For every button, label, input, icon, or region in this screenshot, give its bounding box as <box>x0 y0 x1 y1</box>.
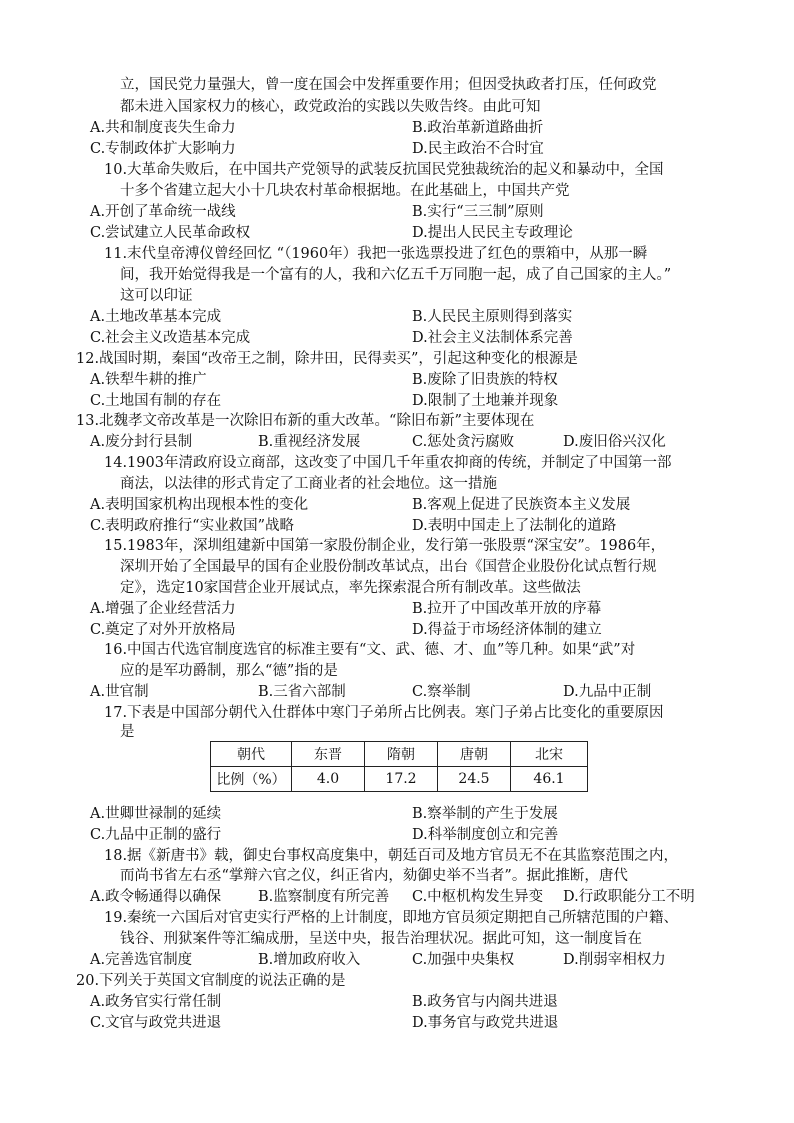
q17-option-b: B.察举制的产生于发展 <box>412 806 558 822</box>
q15-option-b: B.拉开了中国改革开放的序幕 <box>412 601 602 617</box>
q9-option-b: B.政治革新道路曲折 <box>412 120 544 136</box>
q14-stem-line-1: 14.1903年清政府设立商部，这改变了中国几千年重农抑商的传统，并制定了中国第一部 <box>104 455 672 471</box>
q15-option-a: A.增强了企业经营活力 <box>90 601 236 617</box>
q16-option-d: D.九品中正制 <box>563 684 652 700</box>
q9-option-a: A.共和制度丧失生命力 <box>90 120 236 136</box>
q20-stem-line-1: 20.下列关于英国文官制度的说法正确的是 <box>76 973 346 989</box>
q16-option-b: B.三省六部制 <box>258 684 346 700</box>
q14-stem-line-2: 商法，以法律的形式肯定了工商业者的社会地位。这一措施 <box>120 476 497 492</box>
q20-option-a: A.政务官实行常任制 <box>90 994 222 1010</box>
q18-stem-line-2: 而尚书省左右丞“掌辩六官之仪，纠正省内，劾御史举不当者”。据此推断，唐代 <box>120 868 628 884</box>
q19-option-a: A.完善选官制度 <box>90 952 193 968</box>
table-header-cell: 隋朝 <box>365 742 438 767</box>
table-cell: 46.1 <box>511 767 588 792</box>
q18-option-d: D.行政职能分工不明 <box>563 889 695 905</box>
q17-stem-line-2: 是 <box>120 724 135 740</box>
q15-option-d: D.得益于市场经济体制的建立 <box>412 622 602 638</box>
table-cell: 17.2 <box>365 767 438 792</box>
q13-stem-line-1: 13.北魏孝文帝改革是一次除旧布新的重大改革。“除旧布新”主要体现在 <box>76 413 535 429</box>
q14-option-a: A.表明国家机构出现根本性的变化 <box>90 497 309 513</box>
q11-stem-line-2: 间，我开始觉得我是一个富有的人，我和六亿五千万同胞一起，成了自己国家的主人。” <box>120 267 672 283</box>
q11-option-a: A.土地改革基本完成 <box>90 309 222 325</box>
q16-stem-line-2: 应的是军功爵制，那么“德”指的是 <box>120 663 338 679</box>
table-cell: 比例（%） <box>211 767 292 792</box>
q12-option-a: A.铁犁牛耕的推广 <box>90 372 207 388</box>
q10-option-d: D.提出人民民主专政理论 <box>412 225 573 241</box>
q15-option-c: C.奠定了对外开放格局 <box>90 622 236 638</box>
table-row <box>211 767 588 792</box>
q20-option-b: B.政务官与内阁共进退 <box>412 994 558 1010</box>
q19-stem-line-1: 19.秦统一六国后对官吏实行严格的上计制度，即地方官员须定期把自己所辖范围的户籍、 <box>104 910 679 926</box>
q13-option-b: B.重视经济发展 <box>258 434 361 450</box>
q19-option-c: C.加强中央集权 <box>412 952 515 968</box>
table-header-cell: 北宋 <box>511 742 588 767</box>
q12-option-d: D.限制了土地兼并现象 <box>412 393 559 409</box>
ratio-table <box>210 741 588 792</box>
q20-option-d: D.事务官与政党共进退 <box>412 1015 559 1031</box>
q10-stem-line-2: 十多个省建立起大小十几块农村革命根据地。在此基础上，中国共产党 <box>120 183 570 199</box>
q15-stem-line-3: 定》，选定10家国营企业开展试点，率先探索混合所有制改革。这些做法 <box>120 580 581 596</box>
q16-option-c: C.察举制 <box>412 684 471 700</box>
q11-option-d: D.社会主义法制体系完善 <box>412 330 573 346</box>
q15-stem-line-1: 15.1983年，深圳组建新中国第一家股份制企业，发行第一张股票“深宝安”。1986年， <box>104 538 666 554</box>
table-header-row <box>211 742 588 767</box>
q15-stem-line-2: 深圳开始了全国最早的国有企业股份制改革试点，出台《国营企业股份化试点暂行规 <box>120 559 657 575</box>
q14-option-c: C.表明政府推行“实业救国”战略 <box>90 518 295 534</box>
table-header-cell: 朝代 <box>211 742 292 767</box>
q12-option-b: B.废除了旧贵族的特权 <box>412 372 558 388</box>
q17-stem-line-1: 17.下表是中国部分朝代入仕群体中寒门子弟所占比例表。寒门子弟占比变化的重要原因 <box>104 705 664 721</box>
table-cell: 24.5 <box>438 767 511 792</box>
q9-option-d: D.民主政治不合时宜 <box>412 141 544 157</box>
q10-option-c: C.尝试建立人民革命政权 <box>90 225 251 241</box>
q19-option-d: D.削弱宰相权力 <box>563 952 666 968</box>
q18-option-a: A.政令畅通得以确保 <box>90 889 222 905</box>
table-header-cell: 唐朝 <box>438 742 511 767</box>
table-cell: 4.0 <box>292 767 365 792</box>
q9-stem-line-2: 都未进入国家权力的核心，政党政治的实践以失败告终。由此可知 <box>120 99 541 115</box>
q12-option-c: C.土地国有制的存在 <box>90 393 222 409</box>
q18-option-c: C.中枢机构发生异变 <box>412 889 544 905</box>
q20-option-c: C.文官与政党共进退 <box>90 1015 222 1031</box>
q11-option-b: B.人民民主原则得到落实 <box>412 309 573 325</box>
q10-stem-line-1: 10.大革命失败后，在中国共产党领导的武装反抗国民党独裁统治的起义和暴动中，全国 <box>104 162 664 178</box>
q11-stem-line-3: 这可以印证 <box>120 288 193 304</box>
q16-stem-line-1: 16.中国古代选官制度选官的标准主要有“文、武、德、才、血”等几种。如果“武”对 <box>104 642 636 658</box>
q9-option-c: C.专制政体扩大影响力 <box>90 141 236 157</box>
q19-option-b: B.增加政府收入 <box>258 952 361 968</box>
q14-option-d: D.表明中国走上了法制化的道路 <box>412 518 617 534</box>
q9-stem-line-1: 立，国民党力量强大，曾一度在国会中发挥重要作用；但因受执政者打压，任何政党 <box>120 77 657 93</box>
q17-option-d: D.科举制度创立和完善 <box>412 827 559 843</box>
q13-option-c: C.惩处贪污腐败 <box>412 434 515 450</box>
q12-stem-line-1: 12.战国时期，秦国“改帝王之制，除井田，民得卖买”，引起这种变化的根源是 <box>76 351 578 367</box>
q11-option-c: C.社会主义改造基本完成 <box>90 330 251 346</box>
q19-stem-line-2: 钱谷、刑狱案件等汇编成册，呈送中央，报告治理状况。据此可知，这一制度旨在 <box>120 931 642 947</box>
q18-stem-line-1: 18.据《新唐书》载，御史台事权高度集中，朝廷百司及地方官员无不在其监察范围之内， <box>104 848 679 864</box>
q14-option-b: B.客观上促进了民族资本主义发展 <box>412 497 631 513</box>
q18-option-b: B.监察制度有所完善 <box>258 889 390 905</box>
q10-option-a: A.开创了革命统一战线 <box>90 204 236 220</box>
q17-option-c: C.九品中正制的盛行 <box>90 827 222 843</box>
q17-option-a: A.世卿世禄制的延续 <box>90 806 222 822</box>
q13-option-a: A.废分封行县制 <box>90 434 193 450</box>
q11-stem-line-1: 11.末代皇帝溥仪曾经回忆 “（1960年）我把一张选票投进了红色的票箱中，从那一瞬 <box>104 246 648 262</box>
q10-option-b: B.实行“三三制”原则 <box>412 204 544 220</box>
q16-option-a: A.世官制 <box>90 684 149 700</box>
table-header-cell: 东晋 <box>292 742 365 767</box>
q13-option-d: D.废旧俗兴汉化 <box>563 434 666 450</box>
